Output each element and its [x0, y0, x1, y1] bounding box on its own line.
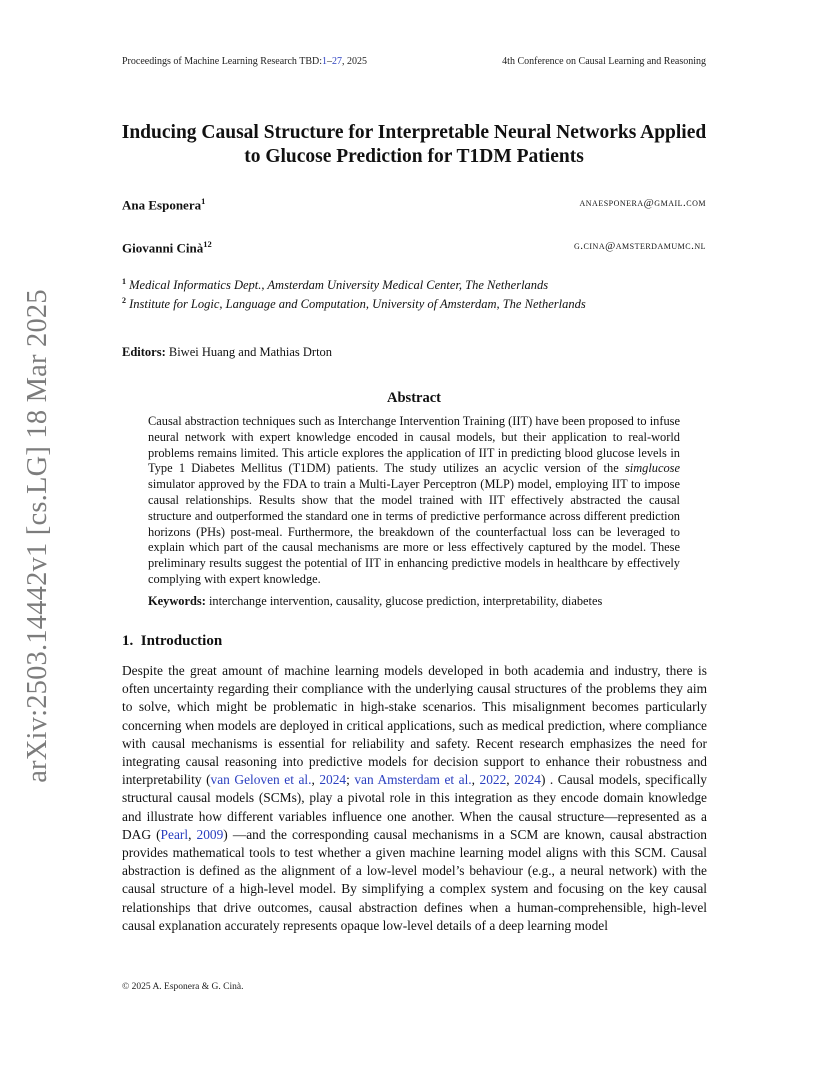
affiliation-1	[122, 277, 548, 293]
proceedings-label: Proceedings of Machine Learning Research TBD:	[122, 56, 323, 67]
page-start-link[interactable]: 1	[322, 56, 328, 67]
editors-line	[122, 345, 332, 360]
keywords-line	[148, 594, 680, 609]
citation-van-amsterdam-year-2022[interactable]: 2022	[479, 772, 507, 788]
citation-pearl[interactable]: Pearl	[160, 826, 189, 842]
keywords-label: Keywords:	[148, 594, 206, 608]
abstract-text-1: Causal abstraction techniques such as Interchange Intervention Training (IIT) have been proposed to infuse neural network with expert knowledge encoded in causal models, but their application to real-world problems remains limited. This article explores the application of IIT in predicting blood glucose levels in Type 1 Diabetes Mellitus (T1DM) patients. The study utilizes an acyclic version of the	[148, 414, 680, 476]
intro-text: ,	[506, 772, 515, 788]
affiliation-2	[122, 296, 586, 312]
editors-label: Editors:	[122, 345, 166, 359]
page-range-dash: –	[327, 56, 333, 67]
abstract-simulator-name: simglucose	[624, 461, 680, 476]
paper-title	[110, 121, 718, 169]
citation-van-geloven[interactable]: van Geloven et al.	[210, 772, 312, 788]
author-2-affil-mark: 12	[203, 239, 212, 249]
affiliation-2-text: Institute for Logic, Language and Computation, University of Amsterdam, The Netherlands	[129, 297, 586, 312]
running-header-right: 4th Conference on Causal Learning and Reasoning	[502, 56, 706, 67]
editors-names: Biwei Huang and Mathias Drton	[168, 345, 333, 359]
intro-text: ) . Causal models, specifically structural causal models (SCMs), play a pivotal role in this integration as they encode domain knowledge and illustrate how different variables influence one another. When the causal structure—represented as a DAG (	[122, 772, 707, 842]
author-1	[122, 196, 205, 213]
intro-text: ;	[346, 772, 355, 788]
page-end-link[interactable]: 27	[332, 56, 343, 67]
intro-text: ,	[471, 772, 480, 788]
introduction-paragraph	[122, 662, 707, 935]
citation-van-geloven-year[interactable]: 2024	[319, 772, 347, 788]
title-line-1: Inducing Causal Structure for Interpretable Neural Networks Applied	[121, 122, 707, 143]
affiliation-1-text: Medical Informatics Dept., Amsterdam University Medical Center, The Netherlands	[129, 278, 549, 293]
copyright-footer: © 2025 A. Esponera & G. Cinà.	[122, 982, 244, 992]
intro-text: ,	[188, 826, 197, 842]
intro-text: Despite the great amount of machine learning models developed in both academia and industry, there is often uncertainty regarding their compliance with the underlying causal structures of the problems they aim to solve, which might be problematic in high-stake scenarios. This misalignment becomes particularly concerning when models are deployed in critical applications, such as medical prediction, where compliance with causal mechanisms is essential for reliability and safety. Recent research emphasizes the need for integrating causal reasoning into predictive models for decision support to enhance their robustness and interpretability (	[122, 663, 707, 788]
citation-pearl-year[interactable]: 2009	[196, 826, 224, 842]
running-header-left	[122, 56, 367, 67]
section-number: 1.	[122, 633, 134, 649]
intro-text: ) —and the corresponding causal mechanisms in a SCM are known, causal abstraction provides mathematical tools to test whether a given machine learning model aligns with this SCM. Causal abstraction is defined as the alignment of a low-level model’s behaviour (e.g., a neural network) with the causal structure of a high-level model. By simplifying a complex system and focusing on the key causal relationships that drive outcomes, causal abstraction defines when a human-comprehensible, high-level causal explanation accurately represents opaque low-level details of a deep learning model	[122, 826, 707, 933]
arxiv-identifier: arXiv:2503.14442v1 [cs.LG] 18 Mar 2025	[22, 289, 53, 783]
affiliation-1-number: 1	[122, 277, 126, 286]
citation-van-amsterdam[interactable]: van Amsterdam et al.	[354, 772, 472, 788]
author-1-name: Ana Esponera	[122, 197, 202, 213]
author-2	[122, 239, 212, 256]
intro-text: ,	[311, 772, 320, 788]
author-2-name: Giovanni Cinà	[122, 240, 204, 256]
abstract-text-2: simulator approved by the FDA to train a Multi-Layer Perceptron (MLP) model, employing IIT to impose causal relationships. Results show that the model trained with IIT effectively abstracted the causal structure and outperformed the standard one in terms of predictive performance across different prediction horizons (PHs) post-meal. Furthermore, the breakdown of the counterfactual loss can be leveraged to explain which part of the causal mechanisms are more or less effectively captured by the model. These preliminary results suggest the potential of IIT in enhancing predictive models in healthcare by effectively complying with expert knowledge.	[148, 477, 680, 586]
author-2-email[interactable]: g.cina@amsterdamumc.nl	[574, 240, 706, 252]
section-title: Introduction	[140, 633, 223, 649]
abstract-heading: Abstract	[387, 390, 441, 406]
author-1-affil-mark: 1	[201, 196, 206, 206]
section-heading	[122, 633, 222, 650]
arxiv-sidebar	[8, 0, 68, 1072]
abstract-body	[148, 414, 680, 588]
citation-van-amsterdam-year-2024[interactable]: 2024	[514, 772, 541, 788]
year-label: , 2025	[342, 56, 368, 67]
affiliation-2-number: 2	[122, 296, 126, 305]
author-1-email[interactable]: anaesponera@gmail.com	[579, 197, 706, 209]
title-line-2: to Glucose Prediction for T1DM Patients	[244, 146, 584, 167]
keywords-text: interchange intervention, causality, glucose prediction, interpretability, diabetes	[208, 594, 603, 608]
